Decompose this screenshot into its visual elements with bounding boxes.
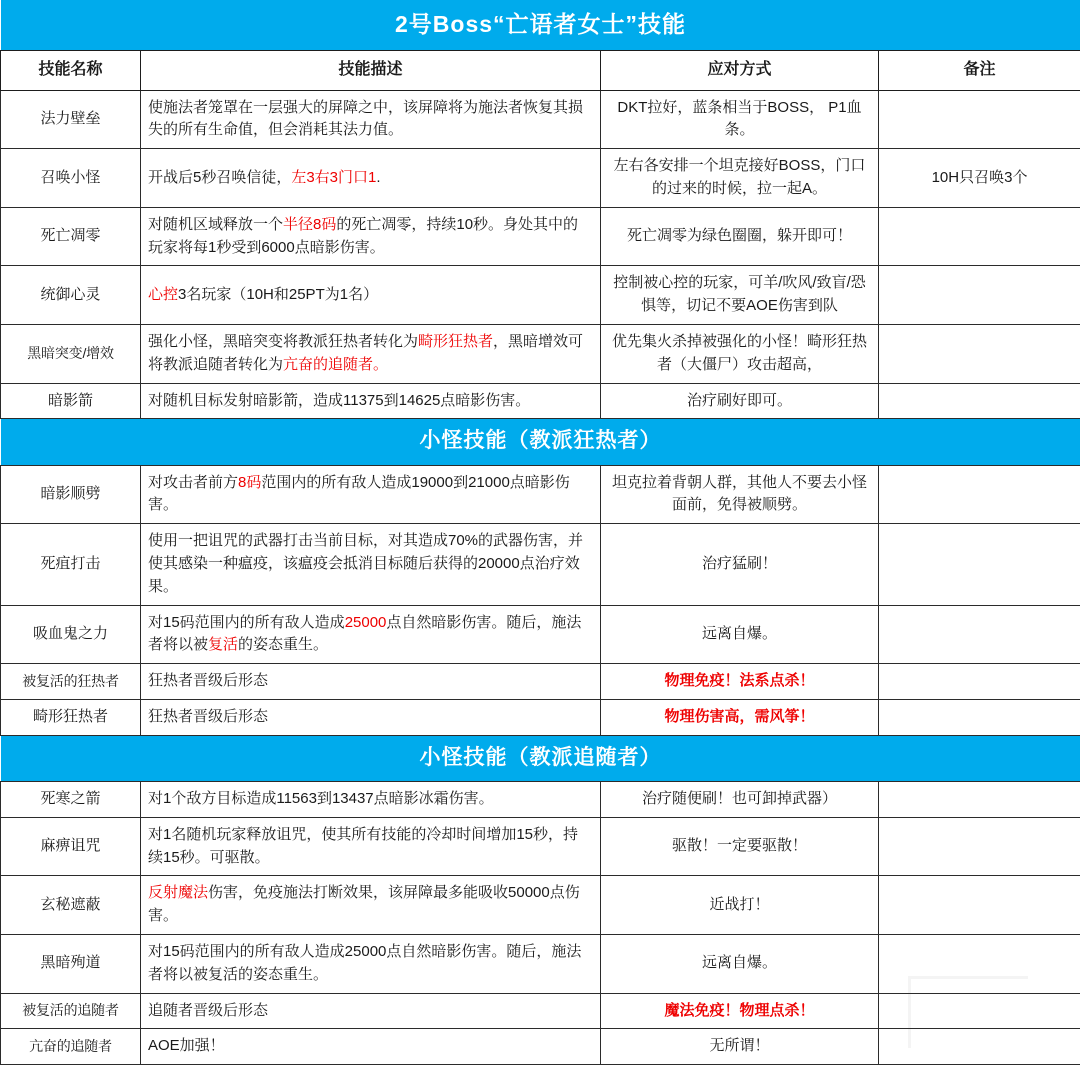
section-banner — [1, 419, 1080, 465]
note-cell — [879, 465, 1080, 524]
table-row — [1, 266, 1080, 325]
description-text: 强化小怪，黑暗突变将教派狂热者转化为 — [148, 332, 419, 350]
skill-description-cell — [141, 781, 601, 817]
skill-description-cell — [141, 876, 601, 935]
description-text: 点自然暗影伤害。随后，施法者将以被 — [148, 613, 582, 654]
highlighted-text: 心控 — [148, 285, 179, 303]
skill-description-cell — [141, 207, 601, 266]
response-text: 控制被心控的玩家，可羊/吹风/致盲/恐惧等，切记不要AOE伤害到队 — [613, 274, 866, 315]
note-cell — [879, 1029, 1080, 1065]
skill-name-cell: 黑暗殉道 — [1, 934, 141, 993]
description-text: ，黑暗增效可将教派追随者转化为 — [148, 332, 584, 373]
description-text: 对随机区域释放一个 — [148, 215, 284, 233]
skill-description-cell — [141, 1029, 601, 1065]
description-text: 对1名随机玩家释放诅咒，使其所有技能的冷却时间增加15秒，持续15秒。可驱散。 — [148, 825, 579, 866]
description-text: 的死亡凋零，持续10秒。身处其中的玩家将每1秒受到6000点暗影伤害。 — [148, 215, 579, 256]
description-text: 追随者晋级后形态 — [148, 1001, 269, 1019]
skill-description-cell — [141, 90, 601, 149]
skill-name-cell: 麻痹诅咒 — [1, 817, 141, 876]
description-text: 对1个敌方目标造成11563到13437点暗影冰霜伤害。 — [148, 789, 494, 807]
skill-description-cell — [141, 383, 601, 419]
skill-description-cell — [141, 524, 601, 605]
response-cell: 驱散！一定要驱散！ — [601, 817, 879, 876]
response-cell: 物理免疫！法系点杀！ — [601, 664, 879, 700]
skill-name-cell: 亢奋的追随者 — [1, 1029, 141, 1065]
skill-description-cell — [141, 699, 601, 735]
skill-description-cell — [141, 817, 601, 876]
description-text: . — [376, 168, 381, 186]
response-cell: 治疗随便刷！也可卸掉武器） — [601, 781, 879, 817]
table-row — [1, 993, 1080, 1029]
note-cell — [879, 817, 1080, 876]
table-row — [1, 1029, 1080, 1065]
page-title: 2号Boss“亡语者女士”技能 — [1, 0, 1080, 50]
note-cell — [879, 934, 1080, 993]
description-text: 伤害，免疫施法打断效果，该屏障最多能吸收50000点伤害。 — [148, 884, 580, 925]
note-cell — [879, 699, 1080, 735]
table-row — [1, 383, 1080, 419]
table-row — [1, 664, 1080, 700]
response-text: 优先集火杀掉被强化的小怪！畸形狂热者（大僵尸）攻击超高， — [611, 332, 867, 373]
table-row — [1, 876, 1080, 935]
skill-name-cell: 统御心灵 — [1, 266, 141, 325]
response-cell: 左右各安排一个坦克接好BOSS，门口的过来的时候，拉一起A。 — [601, 149, 879, 208]
description-text: 使施法者笼罩在一层强大的屏障之中，该屏障将为施法者恢复其损失的所有生命值，但会消耗其法力值。 — [148, 98, 584, 139]
description-text: 范围内的所有敌人造成19000到21000点暗影伤害。 — [148, 473, 570, 514]
skill-name-cell: 吸血鬼之力 — [1, 605, 141, 664]
note-cell: 10H只召唤3个 — [879, 149, 1080, 208]
highlighted-text: 左3右3门口1 — [291, 168, 377, 186]
description-text: 狂热者晋级后形态 — [148, 672, 269, 690]
skill-description-cell — [141, 934, 601, 993]
table-row — [1, 149, 1080, 208]
column-header-row — [1, 50, 1080, 90]
response-cell: 物理伤害高，需风筝！ — [601, 699, 879, 735]
table-row — [1, 465, 1080, 524]
response-cell: 近战打！ — [601, 876, 879, 935]
section-banner-label: 小怪技能（教派狂热者） — [1, 419, 1080, 465]
response-cell — [601, 266, 879, 325]
table-title-banner — [1, 0, 1080, 50]
skill-description-cell — [141, 266, 601, 325]
highlighted-text: 8码 — [238, 473, 262, 491]
skill-description-cell — [141, 324, 601, 383]
note-cell — [879, 383, 1080, 419]
description-text: 的姿态重生。 — [238, 636, 329, 654]
skill-name-cell: 死寒之箭 — [1, 781, 141, 817]
table-row — [1, 817, 1080, 876]
description-text: 3名玩家（10H和25PT为1名） — [178, 285, 379, 303]
highlighted-text: 反射魔法 — [148, 884, 209, 902]
table-row — [1, 207, 1080, 266]
skill-description-cell — [141, 149, 601, 208]
column-header-desc: 技能描述 — [141, 50, 601, 90]
response-cell: DKT拉好，蓝条相当于BOSS， P1血条。 — [601, 90, 879, 149]
column-header-note: 备注 — [879, 50, 1080, 90]
note-cell — [879, 90, 1080, 149]
section-banner — [1, 735, 1080, 781]
description-text: 狂热者晋级后形态 — [148, 707, 269, 725]
note-cell — [879, 324, 1080, 383]
column-header-name: 技能名称 — [1, 50, 141, 90]
skill-name-cell: 被复活的追随者 — [1, 993, 141, 1029]
table-row — [1, 699, 1080, 735]
skill-description-cell — [141, 664, 601, 700]
skill-name-cell: 被复活的狂热者 — [1, 664, 141, 700]
table-row — [1, 324, 1080, 383]
response-cell: 魔法免疫！物理点杀！ — [601, 993, 879, 1029]
note-cell — [879, 664, 1080, 700]
note-cell — [879, 266, 1080, 325]
highlighted-text: 复活 — [208, 636, 239, 654]
description-text: 对随机目标发射暗影箭，造成11375到14625点暗影伤害。 — [148, 391, 531, 409]
table-row — [1, 781, 1080, 817]
highlighted-text: 25000 — [344, 613, 387, 631]
skill-name-cell: 召唤小怪 — [1, 149, 141, 208]
table-row — [1, 90, 1080, 149]
table-row — [1, 524, 1080, 605]
note-cell — [879, 605, 1080, 664]
skill-description-cell — [141, 465, 601, 524]
description-text: 对攻击者前方 — [148, 473, 239, 491]
skill-name-cell: 法力壁垒 — [1, 90, 141, 149]
note-cell — [879, 876, 1080, 935]
response-cell: 无所谓！ — [601, 1029, 879, 1065]
response-cell — [601, 324, 879, 383]
table-row — [1, 934, 1080, 993]
note-cell — [879, 781, 1080, 817]
skill-name-cell: 死疽打击 — [1, 524, 141, 605]
description-text: 对15码范围内的所有敌人造成 — [148, 613, 345, 631]
skill-name-cell: 死亡凋零 — [1, 207, 141, 266]
note-cell — [879, 524, 1080, 605]
description-text: AOE加强！ — [148, 1037, 225, 1055]
skill-name-cell: 畸形狂热者 — [1, 699, 141, 735]
response-cell: 死亡凋零为绿色圈圈，躲开即可！ — [601, 207, 879, 266]
column-header-response: 应对方式 — [601, 50, 879, 90]
description-text: 使用一把诅咒的武器打击当前目标，对其造成70%的武器伤害，并使其感染一种瘟疫，该瘟疫会抵消目标随后获得的20000点治疗效果。 — [148, 532, 584, 595]
response-cell: 远离自爆。 — [601, 605, 879, 664]
skill-name-cell: 暗影顺劈 — [1, 465, 141, 524]
description-text: 对15码范围内的所有敌人造成25000点自然暗影伤害。随后，施法者将以被复活的姿态重生。 — [148, 942, 582, 983]
highlighted-text: 畸形狂热者 — [418, 332, 494, 350]
skill-name-cell: 黑暗突变/增效 — [1, 324, 141, 383]
table-row — [1, 605, 1080, 664]
response-cell: 坦克拉着背朝人群，其他人不要去小怪面前，免得被顺劈。 — [601, 465, 879, 524]
response-cell: 治疗刷好即可。 — [601, 383, 879, 419]
highlighted-text: 半径8码 — [283, 215, 337, 233]
skill-name-cell: 玄秘遮蔽 — [1, 876, 141, 935]
response-cell: 远离自爆。 — [601, 934, 879, 993]
skill-description-cell — [141, 605, 601, 664]
skill-name-cell: 暗影箭 — [1, 383, 141, 419]
highlighted-text: 亢奋的追随者。 — [283, 355, 389, 373]
response-cell: 治疗猛刷！ — [601, 524, 879, 605]
skill-description-cell — [141, 993, 601, 1029]
description-text: 开战后5秒召唤信徒， — [148, 168, 292, 186]
note-cell — [879, 993, 1080, 1029]
note-cell — [879, 207, 1080, 266]
section-banner-label: 小怪技能（教派追随者） — [1, 735, 1080, 781]
